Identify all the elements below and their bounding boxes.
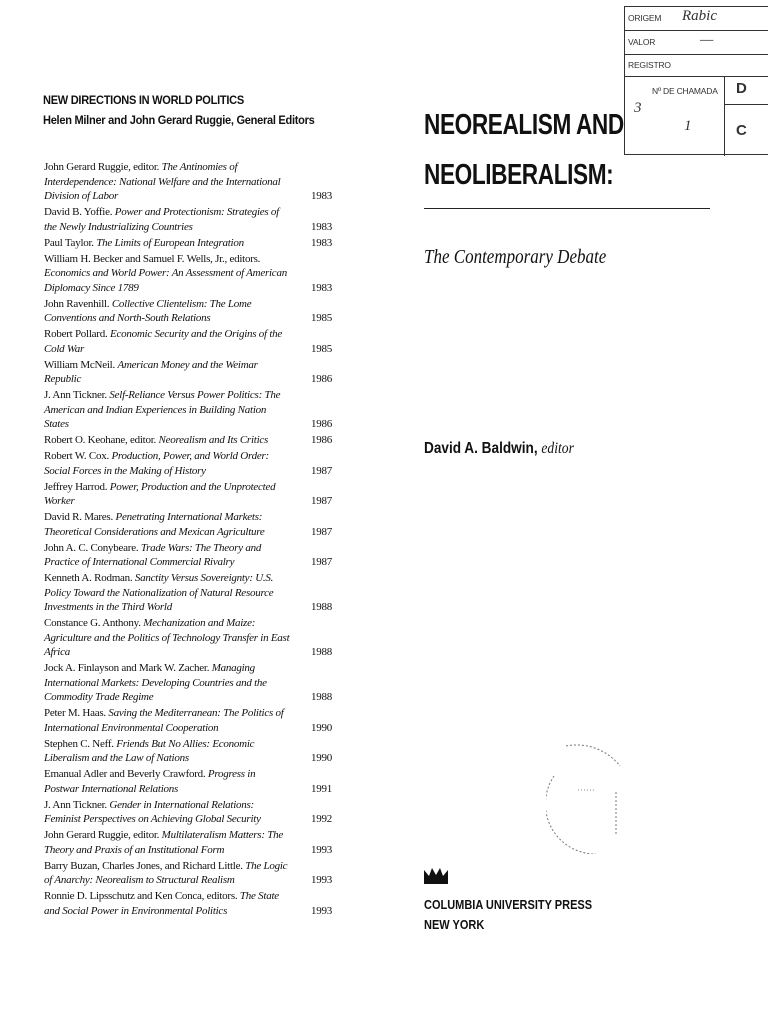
book-author: Robert O. Keohane, editor.	[44, 434, 157, 446]
book-year: 1983	[311, 220, 332, 233]
book-entry	[44, 327, 332, 356]
library-stamp	[624, 0, 768, 160]
publisher	[424, 895, 592, 935]
book-title-line2: NEOLIBERALISM:	[424, 159, 614, 191]
book-entry-text	[44, 205, 290, 234]
title-rule	[424, 208, 710, 209]
book-year: 1993	[311, 843, 332, 856]
editor-name: David A. Baldwin,	[424, 440, 538, 457]
book-entry	[44, 480, 332, 509]
book-entry-text	[44, 616, 290, 660]
editor-role: editor	[541, 440, 574, 457]
book-entry	[44, 205, 332, 234]
book-entry-text	[44, 828, 290, 857]
stamp-letter-c: C	[736, 122, 747, 139]
book-title-italic: Managing International Markets: Developing Countries and the Commodity Trade Regime	[44, 662, 267, 703]
book-entry-text	[44, 510, 290, 539]
stamp-rule	[624, 154, 768, 155]
book-list	[44, 160, 332, 920]
book-title-italic: The Limits of European Integration	[96, 236, 244, 249]
book-title-italic: Production, Power, and World Order: Social Forces in the Making of History	[44, 450, 269, 477]
book-entry-text	[44, 767, 290, 796]
book-author: Kenneth A. Rodman.	[44, 572, 133, 584]
stamp-rule	[624, 76, 768, 77]
book-year: 1988	[311, 601, 332, 613]
book-entry	[44, 252, 332, 296]
book-author: John Ravenhill.	[44, 297, 110, 310]
book-entry-text	[44, 388, 290, 432]
series-editors: Helen Milner and John Gerard Ruggie, General Editors	[43, 113, 315, 127]
book-title-italic: Gender in International Relations: Feminist Perspectives on Achieving Global Security	[44, 798, 261, 825]
book-title-italic: Penetrating International Markets: Theoretical Considerations and Mexican Agriculture	[44, 511, 265, 538]
book-entry-text	[44, 859, 290, 888]
book-year: 1985	[311, 312, 332, 324]
book-year: 1987	[311, 525, 332, 538]
book-title-italic: The State and Social Power in Environmental Politics	[44, 890, 279, 917]
book-author: Ronnie D. Lipsschutz and Ken Conca, editors.	[44, 890, 238, 902]
book-author: Robert W. Cox.	[44, 450, 109, 462]
library-seal-icon	[546, 736, 624, 854]
book-title-italic: Progress in Postwar International Relations	[44, 768, 256, 795]
book-author: John Gerard Ruggie, editor.	[44, 161, 160, 173]
book-title-italic: The Logic of Anarchy: Neorealism to Structural Realism	[44, 859, 288, 886]
book-entry	[44, 297, 332, 326]
book-entry-text	[44, 449, 290, 478]
book-entry-text	[44, 571, 290, 615]
editor-credit	[424, 440, 574, 458]
stamp-origem-label: ORIGEM	[628, 13, 662, 23]
book-year: 1988	[311, 691, 332, 703]
book-entry-text	[44, 737, 290, 766]
publisher-city: NEW YORK	[424, 918, 485, 932]
book-entry-text	[44, 358, 290, 387]
book-title-italic: The Antinomies of Interdependence: National Welfare and the International Division of Labor	[44, 161, 281, 202]
book-entry	[44, 571, 332, 615]
book-title-italic: Sanctity Versus Sovereignty: U.S. Policy Toward the Nationalization of Natural Resource Investments in the Third World	[44, 572, 274, 613]
book-author: Peter M. Haas.	[44, 707, 106, 719]
book-author: Constance G. Anthony.	[44, 617, 141, 629]
book-author: J. Ann Tickner.	[44, 389, 107, 401]
stamp-divider	[724, 76, 725, 156]
book-entry	[44, 236, 332, 251]
book-author: J. Ann Tickner.	[44, 798, 107, 811]
book-author: Barry Buzan, Charles Jones, and Richard Little.	[44, 859, 243, 872]
book-title-italic: Trade Wars: The Theory and Practice of International Commercial Rivalry	[44, 541, 262, 568]
book-entry-text	[44, 236, 290, 251]
book-entry	[44, 433, 332, 448]
book-title-italic: Power, Production and the Unprotected Worker	[44, 480, 276, 507]
book-author: Jock A. Finlayson and Mark W. Zacher.	[44, 662, 210, 674]
book-entry-text	[44, 661, 290, 705]
book-author: Paul Taylor.	[44, 236, 94, 249]
book-author: William H. Becker and Samuel F. Wells, Jr., editors.	[44, 252, 261, 265]
stamp-rule	[624, 30, 768, 31]
book-title-italic: Friends But No Allies: Economic Liberalism and the Law of Nations	[44, 737, 255, 764]
book-entry	[44, 859, 332, 888]
book-year: 1986	[311, 418, 332, 430]
book-entry	[44, 160, 332, 204]
book-entry-text	[44, 297, 290, 326]
stamp-valor-value: —	[700, 32, 714, 48]
book-subtitle: The Contemporary Debate	[424, 246, 607, 268]
book-year: 1988	[311, 646, 332, 658]
crown-logo-icon	[424, 866, 448, 884]
book-title-italic: Economic Security and the Origins of the Cold War	[44, 328, 283, 355]
book-title-italic: Saving the Mediterranean: The Politics of International Environmental Cooperation	[44, 707, 284, 734]
book-entry	[44, 706, 332, 735]
book-entry-text	[44, 541, 290, 570]
book-title-italic: American Money and the Weimar Republic	[44, 358, 258, 385]
book-entry-text	[44, 160, 290, 204]
book-entry	[44, 767, 332, 796]
book-entry	[44, 828, 332, 857]
stamp-rule	[624, 54, 768, 55]
book-author: William McNeil.	[44, 358, 115, 371]
book-year: 1987	[311, 464, 332, 477]
book-entry	[44, 661, 332, 705]
publisher-name: COLUMBIA UNIVERSITY PRESS	[424, 898, 593, 912]
stamp-valor-label: VALOR	[628, 37, 656, 47]
book-year: 1991	[311, 782, 332, 795]
book-title-line1: NEOREALISM AND	[424, 109, 624, 141]
book-entry	[44, 510, 332, 539]
book-author: Emanual Adler and Beverly Crawford.	[44, 768, 206, 780]
book-author: Robert Pollard.	[44, 328, 108, 340]
book-year: 1983	[311, 281, 332, 294]
book-entry	[44, 358, 332, 387]
book-year: 1987	[311, 495, 332, 507]
book-entry-text	[44, 798, 290, 827]
book-entry-text	[44, 252, 290, 296]
book-year: 1987	[311, 556, 332, 568]
book-year: 1985	[311, 342, 332, 355]
book-title	[424, 100, 624, 200]
book-entry-text	[44, 480, 290, 509]
book-year: 1983	[311, 190, 332, 202]
stamp-number-value: 1	[684, 118, 692, 134]
book-title-italic: Collective Clientelism: The Lome Conventions and North-South Relations	[44, 297, 252, 324]
book-year: 1986	[311, 434, 332, 446]
book-author: David B. Yoffie.	[44, 206, 113, 218]
book-entry-text	[44, 706, 290, 735]
book-entry	[44, 541, 332, 570]
book-title-italic: Self-Reliance Versus Power Politics: The American and Indian Experiences in Building Nation States	[44, 389, 281, 430]
book-entry	[44, 449, 332, 478]
book-author: John A. C. Conybeare.	[44, 541, 139, 554]
book-author: John Gerard Ruggie, editor.	[44, 829, 160, 841]
stamp-letter-d: D	[736, 80, 747, 97]
book-entry	[44, 616, 332, 660]
book-year: 1983	[311, 236, 332, 249]
series-header	[43, 92, 315, 128]
stamp-rule	[724, 104, 768, 105]
book-year: 1986	[311, 373, 332, 385]
stamp-chamada-value: 3	[634, 100, 642, 116]
stamp-rule	[624, 6, 768, 7]
book-entry-text	[44, 327, 290, 356]
book-title-italic: Power and Protectionism: Strategies of the Newly Industrializing Countries	[44, 206, 279, 233]
book-year: 1990	[311, 721, 332, 734]
stamp-chamada-label: Nº DE CHAMADA	[652, 86, 718, 96]
book-year: 1992	[311, 813, 332, 825]
book-title-italic: Economics and World Power: An Assessment of American Diplomacy Since 1789	[44, 267, 287, 294]
stamp-border	[624, 6, 625, 154]
book-entry	[44, 798, 332, 827]
series-title: NEW DIRECTIONS IN WORLD POLITICS	[43, 93, 244, 107]
book-year: 1990	[311, 752, 332, 764]
book-author: David R. Mares.	[44, 511, 113, 523]
book-year: 1993	[311, 874, 332, 886]
stamp-origem-value: Rabic	[682, 8, 717, 24]
book-entry	[44, 889, 332, 918]
book-author: Jeffrey Harrod.	[44, 480, 108, 493]
book-entry-text	[44, 433, 290, 448]
book-entry	[44, 388, 332, 432]
book-title-italic: Mechanization and Maize: Agriculture and the Politics of Technology Transfer in East Africa	[44, 617, 290, 658]
book-title-italic: Multilateralism Matters: The Theory and Praxis of an Institutional Form	[44, 829, 283, 856]
book-entry-text	[44, 889, 290, 918]
book-entry	[44, 737, 332, 766]
stamp-registro-label: REGISTRO	[628, 60, 671, 70]
book-title-italic: Neorealism and Its Critics	[158, 434, 269, 446]
book-year: 1993	[311, 904, 332, 917]
book-author: Stephen C. Neff.	[44, 737, 114, 750]
